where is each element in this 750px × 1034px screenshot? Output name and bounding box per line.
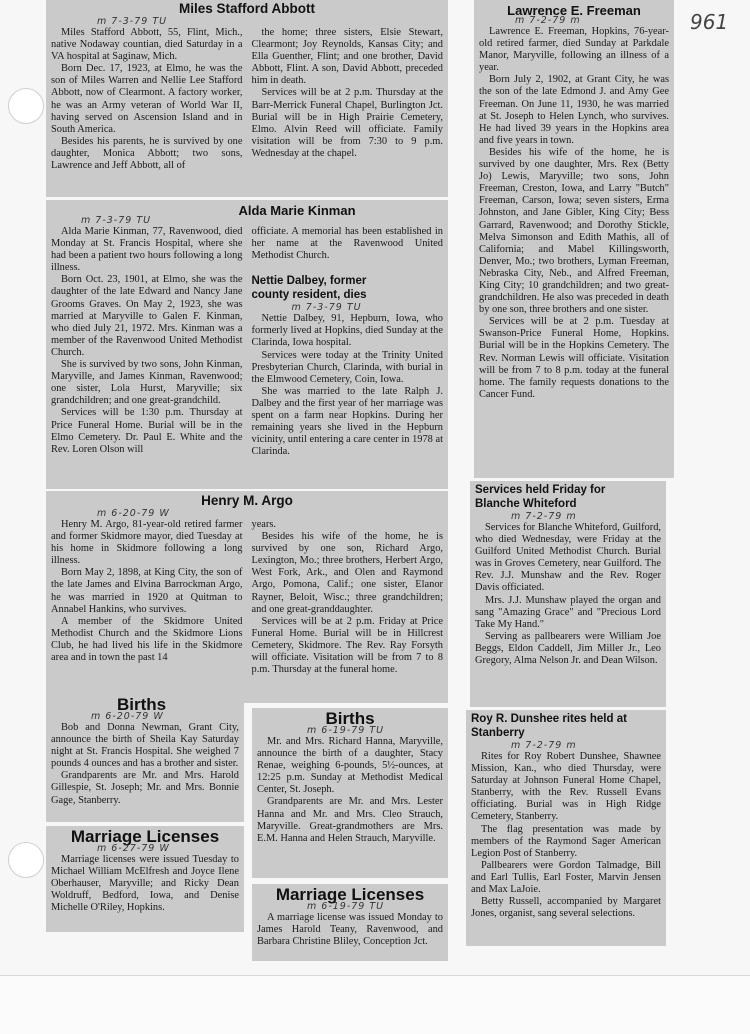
article-columns xyxy=(51,27,443,172)
handwritten-date: m 7-2-79 m xyxy=(511,511,577,522)
clipping-miles-abbott xyxy=(46,0,448,197)
paragraph: Services will be 1:30 p.m. Thursday at Price Funeral Home. Burial will be in the Elmo Cemetery. Dr. Paul E. White and the Rev. Loren Olson will xyxy=(51,407,243,455)
article-columns xyxy=(51,519,443,676)
page-number: 961 xyxy=(690,10,729,34)
paragraph: The flag presentation was made by members of the Raymond Sager American Legion Post of Stanberry. xyxy=(471,823,661,859)
paragraph: Services will be at 2 p.m. Friday at Price Funeral Home. Burial will be in Hillcrest Cemetery, Skidmore. The Rev. Ray Forsyth will officiate. Visitation will be from 7 to 8 p.m. Thursday at the funeral home. xyxy=(251,615,443,676)
column-right xyxy=(252,27,444,172)
obituary-title-nettie: Nettie Dalbey, former county resident, dies xyxy=(251,275,367,302)
paragraph: Mrs. J.J. Munshaw played the organ and sang "Amazing Grace" and "Precious Lord Take My Hand." xyxy=(475,594,661,630)
handwritten-date: m 6-20-79 W xyxy=(91,711,164,722)
clipping-alda-kinman xyxy=(46,200,448,489)
section-title: Births xyxy=(325,709,375,728)
paragraph: Born July 2, 1902, at Grant City, he was the son of the late Edmond J. and Amy Gee Freeman. On June 11, 1930, he was married at St. Joseph to Helen Lynch, who survives. He had lived 39 years in the Hopkins area and five years in town. xyxy=(479,74,669,146)
paragraph: Alda Marie Kinman, 77, Ravenwood, died Monday at St. Francis Hospital, where she had been a patient two hours following a long illness. xyxy=(51,226,243,274)
paragraph: Lawrence E. Freeman, Hopkins, 76-year-old retired farmer, died Sunday at Parkdale Manor, Maryville, following an illness of a year. xyxy=(479,26,669,74)
paragraph: Born Oct. 23, 1901, at Elmo, she was the daughter of the late Edward and Nancy Jane Grooms Graves. On May 2, 1923, she was married at Maryville to Galen F. Kinman, who died July 21, 1972. Mrs. Kinman was a member of the Ravenwood United Methodist Church. xyxy=(51,274,243,358)
clipping-henry-argo xyxy=(46,491,448,703)
column-left xyxy=(51,226,243,458)
paragraph: Services will be at 2 p.m. Tuesday at Swanson-Price Funeral Home, Hopkins. Burial will be in the Hopkins Cemetery. The Rev. Norman Lewis will officiate. Visitation will be from 7 to 8 p.m. today at the funeral home. The family requests donations to the Cancer Fund. xyxy=(479,316,669,400)
paragraph: Serving as pallbearers were William Joe Beggs, Eldon Caddell, Jim Miller Jr., Leo Gregory, Alma Nelson Jr. and Dean Wilson. xyxy=(475,630,661,667)
binder-hole-top xyxy=(8,88,44,124)
paragraph: Pallbearers were Gordon Talmadge, Bill and Earl Tullis, Earl Foster, Marvin Jensen and Max LaJoie. xyxy=(471,859,661,896)
handwritten-date: m 7-2-79 m xyxy=(511,740,577,751)
handwritten-date: m 6-19-79 TU xyxy=(307,725,385,736)
article-columns xyxy=(51,226,443,458)
paragraph: Nettie Dalbey, 91, Hepburn, Iowa, who formerly lived at Hopkins, died Sunday at the Clarinda, Iowa hospital. xyxy=(251,313,443,349)
column-left xyxy=(51,519,243,676)
paragraph: Grandparents are Mr. and Mrs. Lester Hanna and Mr. and Mrs. Cleo Strauch, Maryville. Great-grandmothers are Mrs. E.M. Hanna and Helen Strauch, Maryville. xyxy=(257,796,443,844)
paragraph: Born Dec. 17, 1923, at Elmo, he was the son of Miles Warren and Nellie Lee Stafford Abbott, now of Clearmont. A factory worker, he was an Army veteran of World War II, having served on Ascension Island and in South America. xyxy=(51,63,243,135)
paragraph: Miles Stafford Abbott, 55, Flint, Mich., native Nodaway countian, died Saturday in a VA hospital at Saginaw, Mich. xyxy=(51,27,243,63)
paragraph: Services will be at 2 p.m. Thursday at the Barr-Merrick Funeral Chapel, Burlington Jct. Burial will be in High Prairie Cemetery, Elmo. Alvin Reed will officiate. Family visitation will be from 7:30 to 9 p.m. Wednesday at the chapel. xyxy=(251,87,443,159)
clipping-marriage-licenses-1 xyxy=(46,826,244,932)
paragraph: Services for Blanche Whiteford, Guilford, who died Wednesday, were Friday at the Guilford United Methodist Church. Burial was in Groves Cemetery, near Guilford. The Rev. J.J. Munshaw and the Rev. Roger Davis officiated. xyxy=(475,522,661,594)
paragraph: Rites for Roy Robert Dunshee, Shawnee Mission, Kan., who died Thursday, were Saturday at Johnson Funeral Home Chapel, Stanberry, with the Rev. Russell Evans officiating. Burial was in High Ridge Cemetery, Stanberry. xyxy=(471,751,661,823)
column-left xyxy=(51,27,243,172)
paragraph: A marriage license was issued Monday to James Harold Teany, Ravenwood, and Barbara Christine Bliley, Conception Jct. xyxy=(257,912,443,948)
obituary-title: Services held Friday for Blanche Whiteford xyxy=(475,484,606,510)
clipping-marriage-licenses-2 xyxy=(252,884,448,961)
handwritten-date: m 6-19-79 TU xyxy=(307,901,385,912)
paragraph: Bob and Donna Newman, Grant City, announce the birth of Sheila Kay Saturday night at St. Francis Hospital. She weighed 7 pounds 4 ounces and has a brother and sister. xyxy=(51,722,239,770)
obituary-title: Alda Marie Kinman xyxy=(238,203,356,218)
paragraph: Born May 2, 1898, at King City, the son of the late James and Elvina Barrockman Argo, he was married in 1920 at Quitman to Annabel Hankins, who survives. xyxy=(51,567,243,615)
obituary-title: Roy R. Dunshee rites held at Stanberry xyxy=(471,713,627,739)
paragraph: A member of the Skidmore United Methodist Church and the Skidmore Lions Club, he had lived his life in the Skidmore area and in town the past 14 xyxy=(51,615,243,664)
handwritten-date: m 6-27-79 W xyxy=(97,843,170,854)
obituary-title: Miles Stafford Abbott xyxy=(179,1,315,16)
column-right xyxy=(252,226,444,458)
section-title: Marriage Licenses xyxy=(70,827,220,846)
paragraph: years. xyxy=(251,519,277,530)
obituary-title: Lawrence E. Freeman xyxy=(507,3,641,18)
paragraph: Marriage licenses were issued Tuesday to Michael William McElfresh and Joyce Ilene Oberhauser, Maryville; and Ricky Dean Woldruff, Bedford, Iowa, and Denise Michelle O'Riley, Hopkins. xyxy=(51,854,239,914)
section-title: Births xyxy=(117,695,167,714)
obituary-title: Henry M. Argo xyxy=(201,493,293,508)
page-edge xyxy=(0,975,750,1034)
paragraph: Betty Russell, accompanied by Margaret Jones, organist, sang several selections. xyxy=(471,896,661,920)
paragraph: Besides his wife of the home, he is survived by one daughter, Mrs. Rex (Betty Jo) Lewis, Maryville; two sons, John Freeman, Creston, Iowa, and Larry "Butch" Freeman, Carson, Iowa; seven sisters, Erma Johnston, and Jane Gibler, King City; Bess Garrard, Ravenwood; and Dorothy Stickle, Melva Simonson and Edith Mathis, all of California; and Mabel Killingsworth, Denver, Mo.; two brothers, Lyman Freeman, Nebraska City, Neb., and Alfred Freeman, King City; 10 grandchildren; and two great-grandchildren. He also was preceded in death by one son, three brothers and one sister. xyxy=(479,146,669,316)
handwritten-date: m 6-20-79 W xyxy=(97,508,170,519)
paragraph: Mr. and Mrs. Richard Hanna, Maryville, announce the birth of a daughter, Stacy Renae, weighing 6-pounds, 5½-ounces, at 12:25 p.m. Sunday at Methodist Medical Center, St. Joseph. xyxy=(257,736,443,796)
column-right xyxy=(252,519,444,676)
paragraph: Besides his parents, he is survived by one daughter, Monica Abbott; two sons, Lawrence and Jeff Abbott, all of xyxy=(51,135,243,172)
handwritten-date: m 7-2-79 m xyxy=(515,15,581,26)
paragraph: She was married to the late Ralph J. Dalbey and the first year of her marriage was spent on a farm near Hopkins. During her remaining years she lived in the Hepburn vicinity, until entering a care center in 1978 at Clarinda. xyxy=(251,385,443,458)
handwritten-date: m 7-3-79 TU xyxy=(81,215,152,226)
paragraph: Grandparents are Mr. and Mrs. Harold Gillespie, St. Joseph; Mr. and Mrs. Bonnie Gage, Stanberry. xyxy=(51,770,239,806)
paragraph: Besides his wife of the home, he is survived by one son, Richard Argo, Lexington, Mo.; three brothers, Herbert Argo, West Fork, Ark., and Olen and Raymond Argo, Pomona, Calif.; one sister, Elanor Rayner, Beloit, Wisc.; three grandchildren; and one great-granddaughter. xyxy=(251,531,443,615)
clipping-births-hanna xyxy=(252,708,448,878)
binder-hole-bottom xyxy=(8,842,44,878)
clipping-roy-dunshee xyxy=(466,710,666,946)
clipping-lawrence-freeman xyxy=(474,0,674,478)
memorial-text: officiate. A memorial has been established in her name at the Ravenwood United Methodist Church. xyxy=(251,226,443,262)
section-title: Marriage Licenses xyxy=(275,885,425,904)
paragraph: Services were today at the Trinity United Presbyterian Church, Clarinda, with burial in the Elmwood Cemetery, Coin, Iowa. xyxy=(251,349,443,385)
handwritten-date: m 7-3-79 TU xyxy=(291,302,362,314)
paragraph: She is survived by two sons, John Kinman, Maryville, and James Kinman, Ravenwood; one sister, Lola Hurst, Maryville; six grandchildren; and one great-grandchild. xyxy=(51,359,243,407)
paragraph: Henry M. Argo, 81-year-old retired farmer and former Skidmore mayor, died Tuesday at his home in Skidmore following a long illness. xyxy=(51,519,243,567)
clipping-births-newman xyxy=(46,694,244,822)
clipping-blanche-whiteford xyxy=(470,481,666,707)
paragraph: the home; three sisters, Elsie Stewart, Clearmont; Joy Reynolds, Kansas City; and Ella Guenther, Flint; and one brother, David Abbott, Flint. A son, David Abbott, preceded him in death. xyxy=(251,27,443,87)
handwritten-date: m 7-3-79 TU xyxy=(97,16,168,27)
